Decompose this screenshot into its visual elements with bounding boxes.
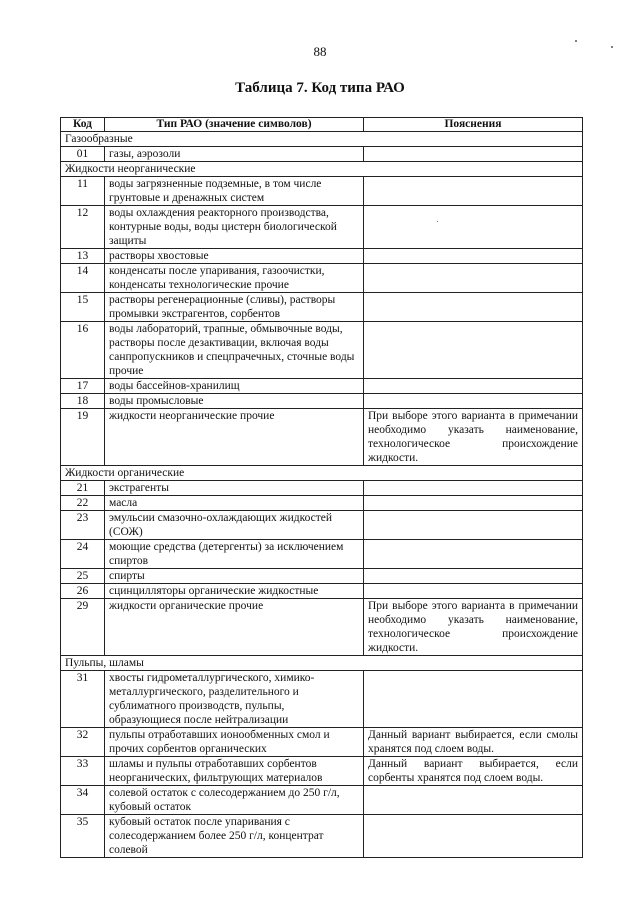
code-cell: 35: [61, 815, 105, 858]
scan-speck: [437, 221, 438, 222]
table-row: [61, 786, 583, 815]
note-cell: [364, 481, 583, 496]
header-type: Тип РАО (значение символов): [105, 118, 364, 132]
code-cell: 26: [61, 584, 105, 599]
code-cell: 17: [61, 379, 105, 394]
note-cell: [364, 147, 583, 162]
code-cell: 18: [61, 394, 105, 409]
code-cell: 21: [61, 481, 105, 496]
section-title: Жидкости неорганические: [61, 162, 583, 177]
table-row: [61, 293, 583, 322]
table-row: [61, 584, 583, 599]
type-cell: жидкости неорганические прочие: [105, 409, 364, 466]
note-cell: [364, 394, 583, 409]
table-row: [61, 206, 583, 249]
code-cell: 16: [61, 322, 105, 379]
table-row: [61, 728, 583, 757]
note-cell: [364, 322, 583, 379]
type-cell: воды промысловые: [105, 394, 364, 409]
header-notes: Пояснения: [364, 118, 583, 132]
type-cell: кубовый остаток после упаривания с солесодержанием более 250 г/л, концентрат солевой: [105, 815, 364, 858]
type-cell: экстрагенты: [105, 481, 364, 496]
type-cell: жидкости органические прочие: [105, 599, 364, 656]
table-row: [61, 569, 583, 584]
note-cell: [364, 496, 583, 511]
table-row: [61, 671, 583, 728]
code-cell: 25: [61, 569, 105, 584]
type-cell: растворы хвостовые: [105, 249, 364, 264]
section-row: [61, 466, 583, 481]
code-cell: 33: [61, 757, 105, 786]
table-row: [61, 177, 583, 206]
table-row: [61, 264, 583, 293]
code-cell: 11: [61, 177, 105, 206]
type-cell: воды бассейнов-хранилищ: [105, 379, 364, 394]
type-cell: конденсаты после упаривания, газоочистки, конденсаты технологические прочие: [105, 264, 364, 293]
type-cell: спирты: [105, 569, 364, 584]
type-cell: воды лабораторий, трапные, обмывочные воды, растворы после дезактивации, включая воды санпропускников и спецпрачечных, сточные воды прочие: [105, 322, 364, 379]
type-cell: сцинцилляторы органические жидкостные: [105, 584, 364, 599]
section-title: Пульпы, шламы: [61, 656, 583, 671]
note-cell: Данный вариант выбирается, если смолы хранятся под слоем воды.: [364, 728, 583, 757]
section-row: [61, 656, 583, 671]
table-row: [61, 757, 583, 786]
code-cell: 24: [61, 540, 105, 569]
table-header-row: [61, 118, 583, 132]
note-cell: [364, 671, 583, 728]
type-cell: масла: [105, 496, 364, 511]
table-row: [61, 540, 583, 569]
note-cell: [364, 540, 583, 569]
note-cell: [364, 264, 583, 293]
header-code: Код: [61, 118, 105, 132]
table-row: [61, 511, 583, 540]
table-row: [61, 481, 583, 496]
table-row: [61, 599, 583, 656]
code-cell: 01: [61, 147, 105, 162]
type-cell: воды охлаждения реакторного производства, контурные воды, воды цистерн биологической защиты: [105, 206, 364, 249]
scan-speck: [575, 40, 577, 42]
table-row: [61, 409, 583, 466]
table-row: [61, 147, 583, 162]
code-cell: 13: [61, 249, 105, 264]
section-title: Жидкости органические: [61, 466, 583, 481]
table-row: [61, 496, 583, 511]
code-cell: 14: [61, 264, 105, 293]
note-cell: [364, 511, 583, 540]
section-row: [61, 162, 583, 177]
code-cell: 29: [61, 599, 105, 656]
type-cell: моющие средства (детергенты) за исключением спиртов: [105, 540, 364, 569]
section-title: Газообразные: [61, 132, 583, 147]
type-cell: солевой остаток с солесодержанием до 250 г/л, кубовый остаток: [105, 786, 364, 815]
type-cell: хвосты гидрометаллургического, химико-металлургического, разделительного и сублиматного производств, пульпы, образующиеся после нейтрализации: [105, 671, 364, 728]
note-cell: Данный вариант выбирается, если сорбенты хранятся под слоем воды.: [364, 757, 583, 786]
rao-type-code-table: [60, 117, 583, 858]
note-cell: [364, 569, 583, 584]
table-body: [61, 132, 583, 858]
table-row: [61, 394, 583, 409]
type-cell: растворы регенерационные (сливы), растворы промывки экстрагентов, сорбентов: [105, 293, 364, 322]
note-cell: [364, 815, 583, 858]
code-cell: 22: [61, 496, 105, 511]
scan-speck: [611, 46, 613, 48]
type-cell: шламы и пульпы отработавших сорбентов неорганических, фильтрующих материалов: [105, 757, 364, 786]
code-cell: 12: [61, 206, 105, 249]
type-cell: пульпы отработавших ионообменных смол и прочих сорбентов органических: [105, 728, 364, 757]
note-cell: [364, 249, 583, 264]
code-cell: 34: [61, 786, 105, 815]
note-cell: [364, 293, 583, 322]
section-row: [61, 132, 583, 147]
note-cell: [364, 177, 583, 206]
type-cell: эмульсии смазочно-охлаждающих жидкостей (СОЖ): [105, 511, 364, 540]
type-cell: газы, аэрозоли: [105, 147, 364, 162]
table-row: [61, 379, 583, 394]
table-title: Таблица 7. Код типа РАО: [235, 80, 405, 96]
table-row: [61, 249, 583, 264]
code-cell: 31: [61, 671, 105, 728]
note-cell: [364, 584, 583, 599]
code-cell: 32: [61, 728, 105, 757]
code-cell: 23: [61, 511, 105, 540]
note-cell: При выборе этого варианта в примечании необходимо указать наименование, технологическое происхождение жидкости.: [364, 599, 583, 656]
note-cell: [364, 379, 583, 394]
table-row: [61, 322, 583, 379]
type-cell: воды загрязненные подземные, в том числе грунтовые и дренажных систем: [105, 177, 364, 206]
note-cell: [364, 786, 583, 815]
code-cell: 19: [61, 409, 105, 466]
code-cell: 15: [61, 293, 105, 322]
page-number: 88: [313, 44, 327, 59]
note-cell: [364, 206, 583, 249]
table-row: [61, 815, 583, 858]
note-cell: При выборе этого варианта в примечании необходимо указать наименование, технологическое происхождение жидкости.: [364, 409, 583, 466]
